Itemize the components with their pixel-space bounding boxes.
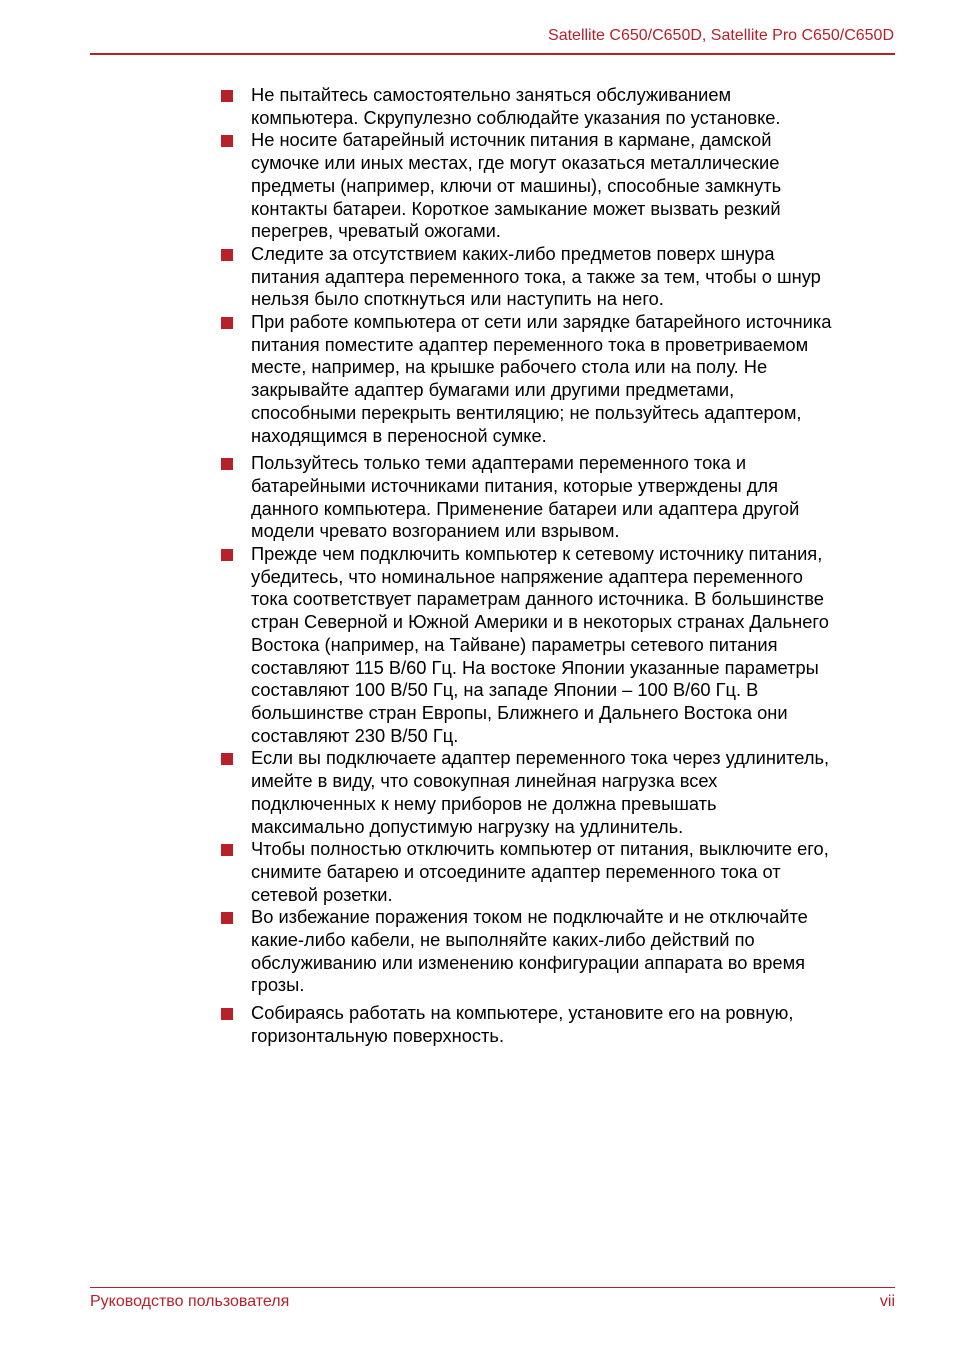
square-bullet-icon [221,753,233,765]
header-title: Satellite C650/C650D, Satellite Pro C650/C650D [548,27,894,44]
page-number: vii [879,1293,895,1310]
bullet-item [221,1002,911,1047]
square-bullet-icon [221,90,233,102]
bullet-text: При работе компьютера от сети или зарядке батарейного источника питания поместите адаптер переменного тока в проветриваемом месте, например, на крышке рабочего стола или на полу. Не закрывайте адаптер бумагами или другими предметами, способными перекрыть вентиляцию; не пользуйтесь адаптером, находящимся в переносной сумке. [251,311,832,446]
square-bullet-icon [221,549,233,561]
bullet-item [221,906,911,997]
header-divider [90,53,895,55]
bullet-text: Чтобы полностью отключить компьютер от питания, выключите его, снимите батарею и отсоедините адаптер переменного тока от сетевой розетки. [251,838,829,905]
bullet-item [221,129,911,243]
square-bullet-icon [221,135,233,147]
bullet-item [221,747,911,838]
bullet-text: Если вы подключаете адаптер переменного тока через удлинитель, имейте в виду, что совокупная линейная нагрузка всех подключенных к нему приборов не должна превышать максимально допустимую нагрузку на удлинитель. [251,747,830,837]
bullet-text: Не носите батарейный источник питания в кармане, дамской сумочке или иных местах, где могут оказаться металлические предметы (например, ключи от машины), способные замкнуть контакты батареи. Короткое замыкание может вызвать резкий перегрев, чреватый ожогами. [251,129,782,242]
bullet-text: Не пытайтесь самостоятельно заняться обслуживанием компьютера. Скрупулезно соблюдайте указания по установке. [251,84,781,128]
bullet-text: Собираясь работать на компьютере, установите его на ровную, горизонтальную поверхность. [251,1002,794,1046]
bullet-item [221,311,911,447]
bullet-text: Прежде чем подключить компьютер к сетевому источнику питания, убедитесь, что номинальное напряжение адаптера переменного тока соответствует параметрам данного источника. В большинстве стран Северной и Южной Америки и в некоторых странах Дальнего Востока (например, на Тайване) параметры сетевого питания составляют 115 В/60 Гц. На востоке Японии указанные параметры составляют 100 В/50 Гц, на западе Японии – 100 В/60 Гц. В большинстве стран Европы, Ближнего и Дальнего Востока они составляют 230 В/50 Гц. [251,543,829,746]
bullet-text: Во избежание поражения током не подключайте и не отключайте какие-либо кабели, не выполняйте каких-либо действий по обслуживанию или изменению конфигурации аппарата во время грозы. [251,906,808,996]
bullet-item [221,84,911,129]
safety-bullet-list [221,84,911,1048]
square-bullet-icon [221,249,233,261]
bullet-item [221,243,911,311]
bullet-text: Пользуйтесь только теми адаптерами переменного тока и батарейными источниками питания, которые утверждены для данного компьютера. Применение батареи или адаптера другой модели чревато возгоранием или взрывом. [251,452,800,542]
square-bullet-icon [221,912,233,924]
footer-divider [90,1287,895,1288]
bullet-item [221,543,911,747]
main-content [221,84,911,1048]
square-bullet-icon [221,1008,233,1020]
square-bullet-icon [221,844,233,856]
bullet-text: Следите за отсутствием каких-либо предметов поверх шнура питания адаптера переменного тока, а также за тем, чтобы о шнур нельзя было споткнуться или наступить на него. [251,242,821,310]
bullet-item [221,452,911,543]
bullet-item [221,838,911,906]
square-bullet-icon [221,317,233,329]
square-bullet-icon [221,458,233,470]
footer-manual-title: Руководство пользователя [90,1293,290,1310]
